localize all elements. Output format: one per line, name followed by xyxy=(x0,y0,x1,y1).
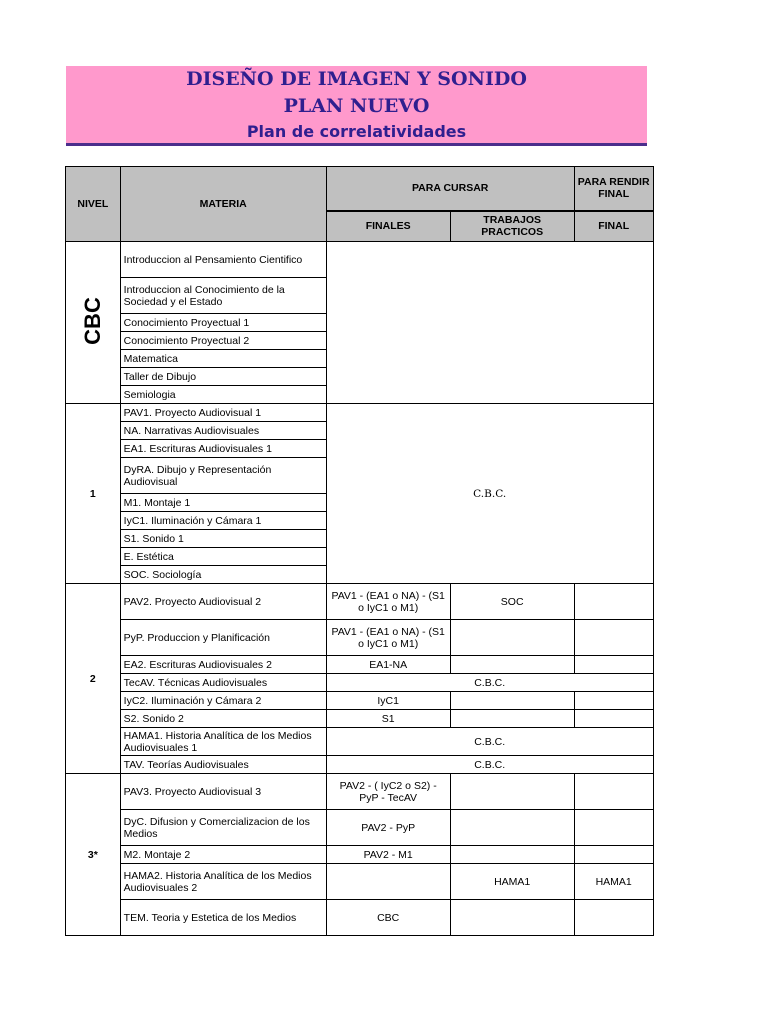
header-para-rendir: PARA RENDIR FINAL xyxy=(574,167,653,211)
cell-final: HAMA1 xyxy=(574,864,653,900)
table-row-materia: DyRA. Dibujo y Representación Audiovisual xyxy=(120,458,326,494)
cell-final xyxy=(574,656,653,674)
table-row-materia: Introduccion al Pensamiento Cientifico xyxy=(120,242,326,278)
nivel-1: 1 xyxy=(66,404,121,584)
cell-trabajos xyxy=(450,900,574,936)
title-line-1: DISEÑO DE IMAGEN Y SONIDO xyxy=(186,68,527,90)
table-row-materia: Conocimiento Proyectual 2 xyxy=(120,332,326,350)
cell-final xyxy=(574,810,653,846)
table-row-materia: PAV2. Proyecto Audiovisual 2 xyxy=(120,584,326,620)
table-row-materia: SOC. Sociología xyxy=(120,566,326,584)
correlatividades-table xyxy=(65,166,654,936)
table-row-materia: Matematica xyxy=(120,350,326,368)
table-row-materia: Taller de Dibujo xyxy=(120,368,326,386)
header-trabajos-practicos: TRABAJOS PRACTICOS xyxy=(450,211,574,242)
cell-finales: CBC xyxy=(326,900,450,936)
header-nivel: NIVEL xyxy=(66,167,121,242)
table-row-materia: Semiologia xyxy=(120,386,326,404)
table-row-materia: PyP. Produccion y Planificación xyxy=(120,620,326,656)
subtitle: Plan de correlatividades xyxy=(246,122,467,141)
table-row-materia: TAV. Teorías Audiovisuales xyxy=(120,756,326,774)
cell-final xyxy=(574,584,653,620)
table-row-materia: PAV3. Proyecto Audiovisual 3 xyxy=(120,774,326,810)
table-row-materia: S1. Sonido 1 xyxy=(120,530,326,548)
cell-trabajos xyxy=(450,710,574,728)
header-final: FINAL xyxy=(574,211,653,242)
table-row-materia: PAV1. Proyecto Audiovisual 1 xyxy=(120,404,326,422)
cell-trabajos xyxy=(450,692,574,710)
cell-final xyxy=(574,774,653,810)
header-para-cursar: PARA CURSAR xyxy=(326,167,574,211)
header-finales: FINALES xyxy=(326,211,450,242)
nivel-cbc: CBC xyxy=(66,242,121,404)
table-row-materia: M1. Montaje 1 xyxy=(120,494,326,512)
header-materia: MATERIA xyxy=(120,167,326,242)
cell-trabajos xyxy=(450,774,574,810)
table-row-materia: HAMA2. Historia Analítica de los Medios Audiovisuales 2 xyxy=(120,864,326,900)
cell-finales: PAV2 - ( IyC2 o S2) - PyP - TecAV xyxy=(326,774,450,810)
cell-finales: EA1-NA xyxy=(326,656,450,674)
table-row-materia: E. Estética xyxy=(120,548,326,566)
cell-trabajos xyxy=(450,620,574,656)
cell-merged-cbc: C.B.C. xyxy=(326,674,653,692)
cell-trabajos xyxy=(450,846,574,864)
table-row-materia: DyC. Difusion y Comercializacion de los Medios xyxy=(120,810,326,846)
cell-finales: S1 xyxy=(326,710,450,728)
nivel1-cbc-merged: C.B.C. xyxy=(326,404,653,584)
cbc-empty-area xyxy=(326,242,653,404)
cell-final xyxy=(574,900,653,936)
table-row-materia: M2. Montaje 2 xyxy=(120,846,326,864)
cell-merged-cbc: C.B.C. xyxy=(326,756,653,774)
nivel-2: 2 xyxy=(66,584,121,774)
cell-final xyxy=(574,710,653,728)
cell-trabajos: SOC xyxy=(450,584,574,620)
table-row-materia: Conocimiento Proyectual 1 xyxy=(120,314,326,332)
table-row-materia: S2. Sonido 2 xyxy=(120,710,326,728)
cell-final xyxy=(574,692,653,710)
cell-finales: PAV2 - PyP xyxy=(326,810,450,846)
cell-finales: PAV1 - (EA1 o NA) - (S1 o IyC1 o M1) xyxy=(326,620,450,656)
table-row-materia: EA2. Escrituras Audiovisuales 2 xyxy=(120,656,326,674)
cell-trabajos xyxy=(450,656,574,674)
table-row-materia: Introduccion al Conocimiento de la Sociedad y el Estado xyxy=(120,278,326,314)
nivel-3: 3* xyxy=(66,774,121,936)
table-row-materia: IyC2. Iluminación y Cámara 2 xyxy=(120,692,326,710)
cell-trabajos: HAMA1 xyxy=(450,864,574,900)
table-row-materia: TEM. Teoria y Estetica de los Medios xyxy=(120,900,326,936)
cell-finales: PAV2 - M1 xyxy=(326,846,450,864)
cell-trabajos xyxy=(450,810,574,846)
cell-finales xyxy=(326,864,450,900)
table-row-materia: EA1. Escrituras Audiovisuales 1 xyxy=(120,440,326,458)
cell-final xyxy=(574,846,653,864)
table-row-materia: IyC1. Iluminación y Cámara 1 xyxy=(120,512,326,530)
title-banner xyxy=(66,66,647,146)
cell-finales: IyC1 xyxy=(326,692,450,710)
cell-finales: PAV1 - (EA1 o NA) - (S1 o IyC1 o M1) xyxy=(326,584,450,620)
table-row-materia: HAMA1. Historia Analítica de los Medios Audiovisuales 1 xyxy=(120,728,326,756)
title-line-2: PLAN NUEVO xyxy=(283,95,430,117)
cell-merged-cbc: C.B.C. xyxy=(326,728,653,756)
cell-final xyxy=(574,620,653,656)
table-row-materia: TecAV. Técnicas Audiovisuales xyxy=(120,674,326,692)
table-row-materia: NA. Narrativas Audiovisuales xyxy=(120,422,326,440)
